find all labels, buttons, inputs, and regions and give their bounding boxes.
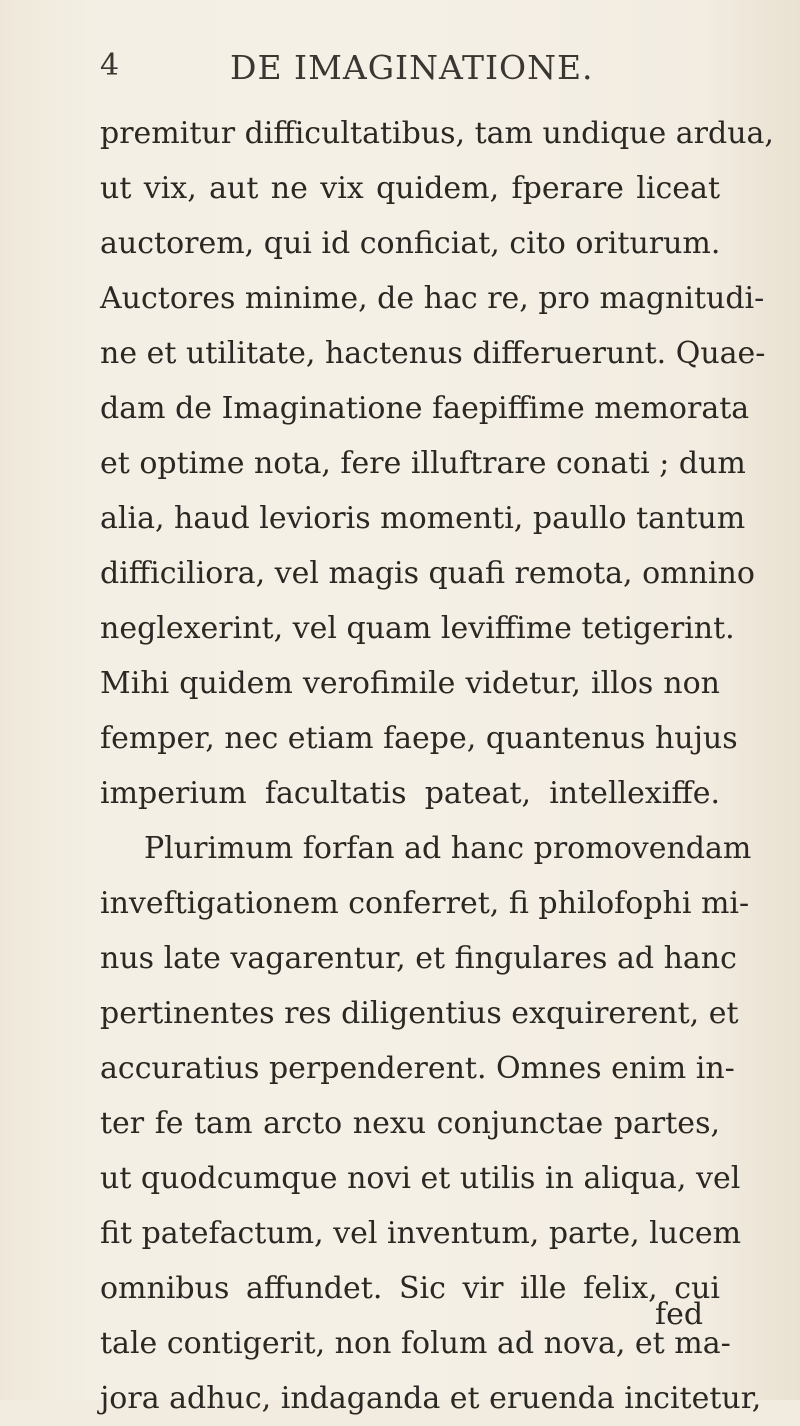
page-header bbox=[0, 42, 800, 92]
text-line: jora adhuc, indaganda et eruenda incitetur, bbox=[100, 1381, 762, 1416]
body-text bbox=[100, 106, 774, 1426]
text-line: et optime nota, fere illuftrare conati ; dum bbox=[100, 446, 746, 481]
text-line: omnibus affundet. Sic vir ille felix, cui bbox=[100, 1271, 720, 1306]
running-head: DE IMAGINATIONE. bbox=[230, 48, 594, 87]
text-line: Mihi quidem verofimile videtur, illos non bbox=[100, 666, 720, 701]
text-line: pertinentes res diligentius exquirerent, et bbox=[100, 996, 739, 1031]
text-line: tale contigerit, non folum ad nova, et ma- bbox=[100, 1326, 731, 1361]
text-line: imperium facultatis pateat, intellexiffe. bbox=[100, 776, 720, 811]
text-line: dam de Imaginatione faepiffime memorata bbox=[100, 391, 750, 426]
text-line: ut vix, aut ne vix quidem, fperare liceat bbox=[100, 171, 720, 206]
text-line: Plurimum forfan ad hanc promovendam bbox=[144, 831, 752, 866]
text-line: inveftigationem conferret, fi philofophi mi- bbox=[100, 886, 750, 921]
text-line: Auctores minime, de hac re, pro magnitudi- bbox=[100, 281, 765, 316]
text-line: ne et utilitate, hactenus differuerunt. Quae- bbox=[100, 336, 766, 371]
catchword: fed bbox=[655, 1297, 704, 1332]
text-line: alia, haud levioris momenti, paullo tantum bbox=[100, 501, 746, 536]
text-line: difficiliora, vel magis quafi remota, omnino bbox=[100, 556, 755, 591]
text-line: accuratius perpenderent. Omnes enim in- bbox=[100, 1051, 735, 1086]
text-line: neglexerint, vel quam leviffime tetigerint. bbox=[100, 611, 735, 646]
text-line: auctorem, qui id conficiat, cito oriturum. bbox=[100, 226, 721, 261]
text-line: premitur difficultatibus, tam undique ardua, bbox=[100, 116, 774, 151]
text-line: ter fe tam arcto nexu conjunctae partes, bbox=[100, 1106, 720, 1141]
page-number: 4 bbox=[100, 48, 120, 83]
text-line: femper, nec etiam faepe, quantenus hujus bbox=[100, 721, 738, 756]
text-line: nus late vagarentur, et fingulares ad hanc bbox=[100, 941, 737, 976]
text-line: ut quodcumque novi et utilis in aliqua, vel bbox=[100, 1161, 741, 1196]
text-line: fit patefactum, vel inventum, parte, lucem bbox=[100, 1216, 742, 1251]
